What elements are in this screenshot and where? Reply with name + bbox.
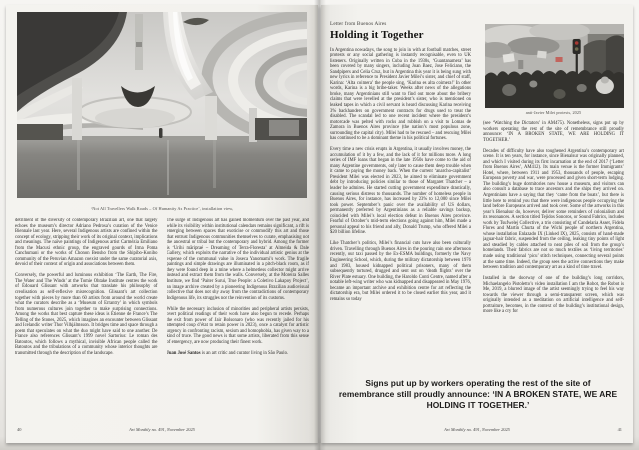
paragraph: Conversely, the powerful and luminous exhibition ‘The Earth, The Fire, The Water and The Winds’ at the Tomie Ohtake Institute centres the work of Édouard Glissant with artworks that translate his philosophy of creolisation as self-reflexive misrecognition. Glissant’s art collection together with pieces by more than 60 artists from around the world create what the curators describe as a ‘Museum of Errantry’ in which symbols from numerous cultures join together to make surprising connections. Among the works that best capture these ideas is Étienne de France’s The Telling of the Stones, 2025, which imagines an encounter between Glissant and Icelandic writer Thor Vilhjálmsson. It bridges time and space through a poem that speculates on what the duo might have said to one another. De France also references Glissant’s 1999 novel Sartorius: Le roman des Batoutos, which follows a mythical, invisible African people called the Batoutos and the tribulations of a community whose interior thoughts are transmitted through the description of the landscape. — [15, 273, 158, 356]
author-name: Juan José Santos — [166, 350, 201, 356]
article-title: Holding it Together — [330, 28, 424, 41]
paragraph: Installed in the doorway of one of the building’s long corridors, Michaelangelo Pistoletto’s video installation I am the Robot, the Robot is Me, 2019, a blurred image of the artist seemingly trying to feel his way towards the viewer through a semi-transparent screen, which was originally intended as a meditation on artificial intelligence and self-portraiture, becomes, in the context of the building’s institutional design, more like a cry for — [483, 276, 624, 315]
protest-crowd-illustration — [485, 24, 624, 108]
installation-view-photo — [17, 12, 307, 198]
left-column-2 — [167, 218, 310, 428]
right-column-1 — [330, 21, 471, 379]
left-page-footer — [15, 427, 309, 434]
left-page-text-columns — [15, 218, 309, 428]
paragraph: While the necessary inclusion of minorities and peripheral artists persists, overt political readings of their work have also begun to recede. Perhaps the exit from power of Jair Bolsonaro (who was recently jailed for his attempted coup d’état to retain power in 2023), once a catalyst for artistic urgency in confronting racism, sexism and homophobia, has given way to a kind of truce. The good news is that some artists, liberated from this sense of emergency, are now producing their finest work. — [166, 306, 309, 345]
paragraph: Like Thatcher’s politics, Milei’s financial cuts have also been culturally driven. Travelling through Buenos Aires in the pouring rain one afternoon recently, our taxi passed by the Ex-ESMA buildings, formerly the Navy Engineering School, which, during the military dictatorship between 1976 and 1983, housed kidnapped political prisoners, many of them subsequently tortured, drugged and sent out on ‘death flights’ over the River Plate estuary. One building, the Haroldo Conti Centre, named after a notable left-wing writer who was kidnapped and disappeared in May 1976, became an important archive and exhibition centre for art reflecting the dictatorship era, but Milei ordered it to be closed earlier this year, and it remains so today — [330, 241, 471, 302]
right-column-2 — [483, 21, 624, 379]
left-column-1 — [15, 218, 158, 428]
page-left — [6, 5, 318, 443]
right-page-text-columns — [330, 21, 624, 379]
pull-quote: Signs put up by workers operating the rest of the site of remembrance still proudly announce: ‘IN A BROKEN STATE, WE ARE HOLDING IT TOGETHER.’ — [338, 378, 618, 410]
author-byline — [167, 351, 310, 357]
page-number: 41 — [617, 427, 622, 432]
paragraph: detriment of the diversity of contemporary Brazilian art, one that largely echoes the museum’s director Adriano Pedrosa’s curation of the Venice Biennale last year. Here, several Indigenous artists are confined within the concept of ecology, stripping their work of its original context, implications and meanings. The naïve paintings of Indigenous artist Carmézia Emiliano from the Macuxi ethnic group, the engraved gourds of Irma Poma Canchumani or the works of Chonon Bensho from the Shipibo-Konibo community of the Peruvian Amazon coexist under the same curatorial axis, devoid of their context of origin and associations between them. — [15, 218, 158, 268]
protest-photo — [485, 24, 624, 108]
paragraph: The surge of Indigenous art has gained momentum over the past year, and while its visibility within institutional calendars remains significant, a rift is emerging between spaces that exoticise or commodify this art and those that entrust Indigenous communities themselves to curate, emphasising not the ancestral or tribal but the contemporary and hybrid. Among the former is ‘Urihi mãripraé – Dreaming of Terra-Floresta’ at Almeida & Dale Gallery, which exploits the narrative of the individual artistic genius at the expense of the communal value in Joseca Yanomami’s work. The fragile paintings and simple drawings are illuminated in a pitch-black room, as if they were found deep in a mine where a helmetless collector might arrive instead and extract them from the walls. Conversely, at the Moreira Salles Institute, we find ‘Paiter Surui, True People: a Coletivo Lakapoy Project’, an image archive created by a pioneering Indigenous Brazilian audiovisual collective that does not shy away from the contradictions of contemporary Indigenous life, its struggles nor the reinvention of its customs. — [166, 218, 309, 301]
issue-line: Art Monthly no. 491, November 2025 — [129, 427, 195, 432]
paragraph: (see ‘Watching the Dictators’ in AM475). Nonetheless, signs put up by workers operating the rest of the site of remembrance still proudly announce: ‘IN A BROKEN STATE, WE ARE HOLDING IT TOGETHER.’ — [483, 121, 624, 143]
right-photo-caption: anti-Javier Milei protests, 2025 — [525, 110, 582, 115]
right-page-footer — [330, 427, 624, 434]
paragraph: In Argentina nowadays, the song to join in with at football matches, street protests or any social gathering is instantly recognisable, even to UK listeners. Originally written in Cuba in the 1930s, ‘Guantanamera’ has been covered by many singers, including Joan Baez, Jose Feliciano, the Sandpipers and Celia Cruz, but in Argentina this year it is being sung with new lyrics in reference to President Javier Milei’s sister, and chief of staff, Karina: ‘Alta coimera’ the people sing, ‘Karina es alta coimera!’ In other words, Karina is a big bribe-taker. Weeks after news of the allegations broke, many Argentinians still want to find out more about the bribery claims that were levelled at the president’s sister, who is mentioned on leaked tapes in which a civil servant is heard discussing Karina receiving 3% backhanders on government contracts for drugs used to treat the disabled. The scandal led to one recent incident where the president’s motorcade was pelted with rocks and rubbish on a visit to Lomas de Zamora in Buenos Aires province (the nation’s most populous zone, surrounding the capital city). Milei had to be rescued – and rescuing Milei has continued to be a dominant theme in his political fortunes. — [330, 47, 471, 142]
paragraph: Every time a new crisis erupts in Argentina, it usually involves money, the accumulation of it by a few, and the lack of it for millions more. A long series of IMF loans that began in the late 1950s have come to the aid of many Argentine governments, only later to cause them deep trouble when it came to paying the money back. When the current ‘anarcho-capitalist’ President Milei was elected in 2023, he aimed to eliminate government debt by introducing policies similar to those of Margaret Thatcher – a leader he admires. He started cutting government expenditure drastically, causing serious distress to thousands. The number of homeless people in Buenos Aires, for instance, has increased by 23% to 12,000 since Milei took power. September’s panic over the availability of US dollars, permanently preferred by Argentinians as a reliable savings backup, coincided with Milei’s local election defeat in Buenos Aires province. Fearful of October’s mid-term elections going against him, Milei made a personal appeal to his friend and ally, Donald Trump, who offered Milei a $20 billion lifeline. — [330, 147, 471, 236]
author-description: is an art critic and curator living in São Paulo. — [201, 350, 289, 356]
article-kicker: Letter from Buenos Aires — [330, 21, 387, 27]
page-right — [321, 5, 633, 443]
paragraph: Decades of difficulty have also toughened Argentina’s contemporary art scene. It is ten years, for instance, since Bienalsur was originally planned, and which I visited during its first incarnation at the end of 2017 (‘Letter from Buenos Aires’, AM412). Its main venue is the former Immigrants’ Hotel, where, between 1911 and 1953, thousands of people, escaping European poverty and war, were processed and given short-term lodging. The building’s huge dormitories now house a museum, and visitors can also consult a database to trace ancestors and the ships they arrived on. Argentinians have a saying that they ‘came from the boats’, but there is little here to remind you that there were indigenous people occupying the land before Europeans arrived and took over. Some of the artworks in this year’s Bienalsur do, however, deliver some reminders of colonialism and its resonances. A section titled Tejidos Sonoros, or Sound Fabrics, includes work by Tsufwelej Collective, a trio consisting of Candelaria Asset, Fidela Flores and Martín Churta of the Wichí people of northern Argentina, whose installation Enlazado IX (Linked IX), 2025, consists of hand-made jaguar-hair fabric, suspended from the ceiling, leaking tiny points of light and steadied by cables attached to neat piles of soil from the group’s homelands. Their fabrics are not so much textiles as ‘living territories’ made using traditional ‘picu’ stitch techniques, connecting several points at the same time. Indeed, the group sees the active connections they make between tradition and contemporary art as a kind of time travel. — [483, 148, 624, 271]
museum-interior-illustration — [17, 12, 307, 198]
page-number: 40 — [17, 427, 22, 432]
left-photo-caption: ‘Not All Travellers Walk Roads – Of Humanity As Practice’, installation view, — [90, 206, 234, 211]
issue-line: Art Monthly no. 491, November 2025 — [444, 427, 510, 432]
